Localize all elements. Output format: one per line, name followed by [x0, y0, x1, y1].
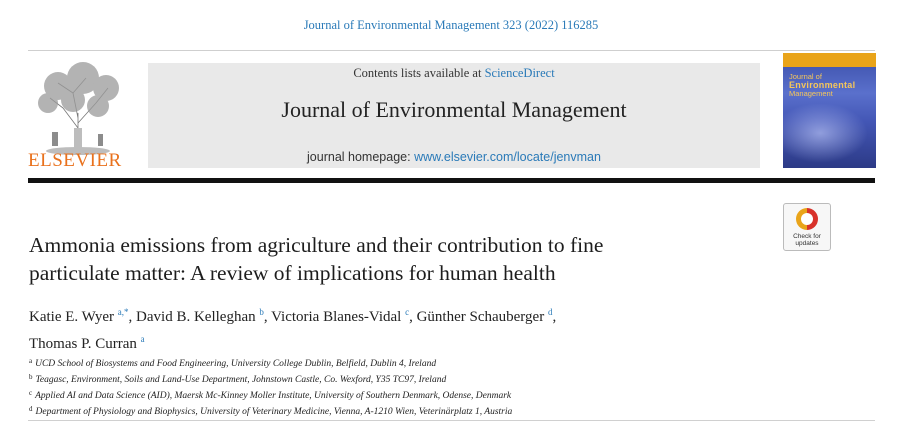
author-name[interactable]: Victoria Blanes-Vidal — [271, 309, 402, 325]
author-name[interactable]: David B. Kelleghan — [136, 309, 256, 325]
homepage-line — [148, 150, 760, 164]
affiliation-item — [29, 371, 789, 387]
affiliation-text: UCD School of Biosystems and Food Engineering, University College Dublin, Belfield, Dublin 4, Ireland — [35, 359, 437, 369]
check-updates-line2: updates — [795, 240, 819, 247]
article-title — [29, 231, 749, 287]
author-separator: , — [263, 309, 272, 325]
affiliation-marker: d — [29, 405, 33, 413]
affiliation-text: Applied AI and Data Science (AID), Maersk Mc-Kinney Moller Institute, University of Southern Denmark, Odense, Denmark — [35, 391, 512, 401]
affiliation-item — [29, 355, 789, 371]
cover-title-line2: Environmental — [789, 80, 856, 90]
header-rule — [28, 178, 875, 183]
homepage-link[interactable]: www.elsevier.com/locate/jenvman — [414, 150, 601, 164]
check-for-updates-badge[interactable] — [783, 203, 831, 251]
check-updates-line1: Check for — [793, 233, 821, 240]
author-name[interactable]: Thomas P. Curran — [29, 336, 137, 352]
journal-banner — [148, 63, 760, 168]
affiliation-text: Department of Physiology and Biophysics, University of Veterinary Medicine, Vienna, A-1210 Wien, Veterinärplatz 1, Austria — [35, 407, 513, 417]
journal-title: Journal of Environmental Management — [281, 97, 627, 122]
author-affil-ref[interactable]: d — [547, 307, 553, 317]
article-title-line2: particulate matter: A review of implications for human health — [29, 261, 556, 285]
affiliation-item — [29, 387, 789, 403]
sciencedirect-link[interactable]: ScienceDirect — [484, 66, 555, 80]
author-name[interactable]: Katie E. Wyer — [29, 309, 115, 325]
affiliation-marker: a — [29, 357, 33, 365]
cover-title-line3: Management — [789, 89, 833, 98]
header-divider — [28, 50, 875, 51]
check-updates-icon — [796, 208, 818, 230]
contents-line — [148, 66, 760, 81]
journal-cover-image[interactable] — [783, 53, 876, 168]
journal-citation[interactable]: Journal of Environmental Management 323 (2022) 116285 — [303, 18, 599, 32]
affiliation-item — [29, 403, 789, 419]
author-affil-ref[interactable]: a,* — [117, 307, 129, 317]
cover-top-strip — [783, 53, 876, 67]
author-affil-ref[interactable]: b — [259, 307, 264, 317]
cover-artwork — [783, 98, 876, 168]
author-separator: , — [409, 309, 417, 325]
affiliation-list — [29, 355, 789, 419]
author-separator: , — [552, 309, 557, 325]
affiliation-marker: c — [29, 389, 33, 397]
section-divider — [28, 420, 875, 421]
homepage-prefix: journal homepage: — [307, 150, 415, 164]
author-name[interactable]: Günther Schauberger — [416, 309, 545, 325]
cover-title-line1: Journal of — [789, 72, 822, 81]
affiliation-marker: b — [29, 373, 33, 381]
author-affil-ref[interactable]: c — [405, 307, 410, 317]
cover-title — [789, 73, 873, 98]
check-updates-label — [784, 233, 830, 247]
article-title-line1: Ammonia emissions from agriculture and their contribution to fine — [29, 233, 604, 257]
author-list — [29, 301, 769, 355]
affiliation-text: Teagasc, Environment, Soils and Land-Use Department, Johnstown Castle, Co. Wexford, Y35 TC97, Ireland — [35, 375, 447, 385]
author-separator: , — [128, 309, 137, 325]
elsevier-wordmark: ELSEVIER — [28, 150, 122, 171]
author-affil-ref[interactable]: a — [140, 334, 145, 344]
contents-prefix: Contents lists available at — [353, 66, 485, 80]
